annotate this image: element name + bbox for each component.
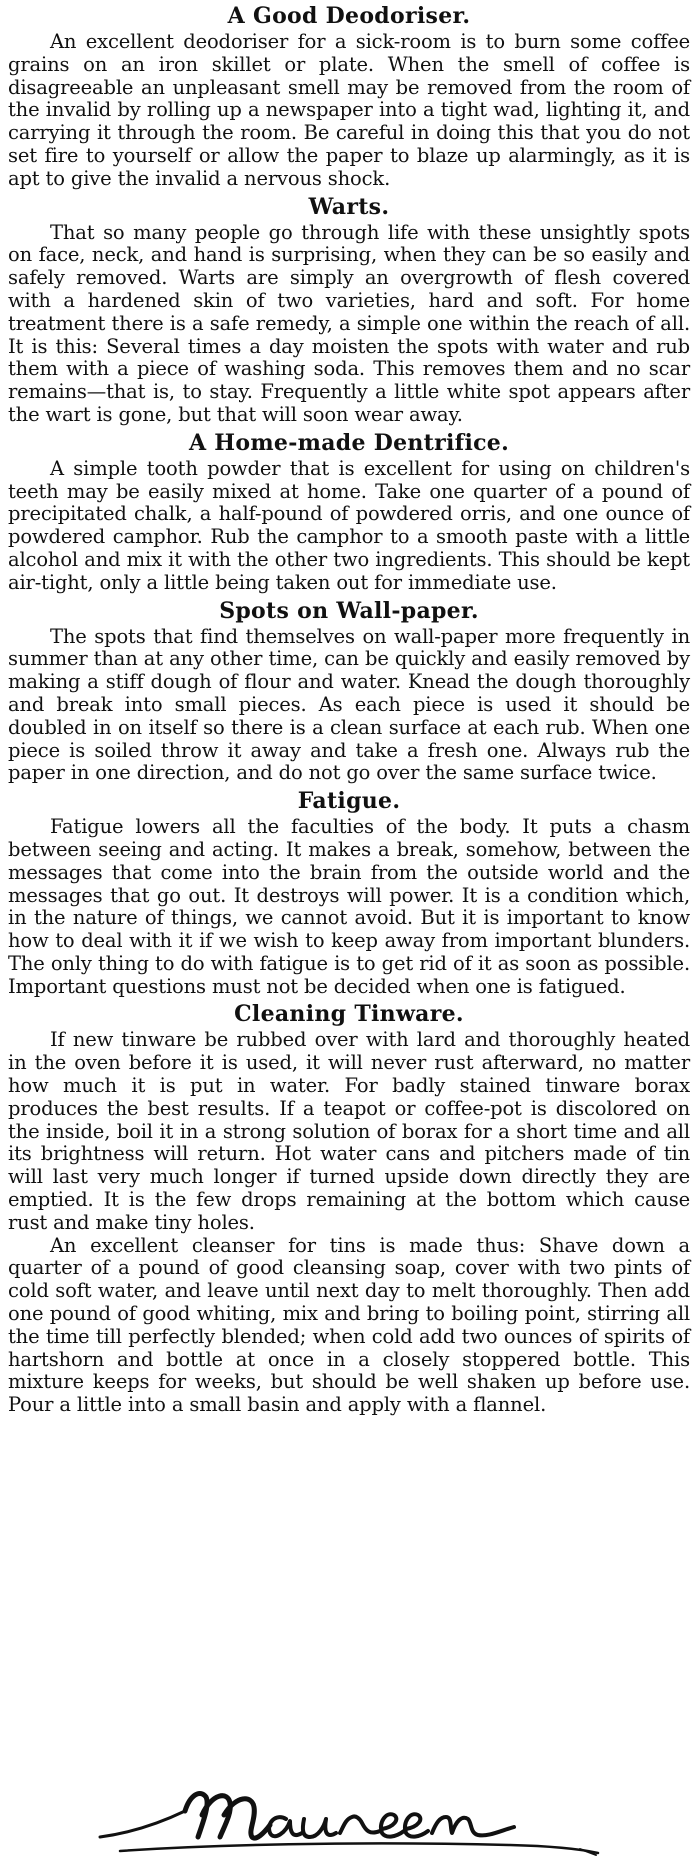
section-paragraph: An excellent deodoriser for a sick-room is to burn some coffee grains on an iron skillet or plate. When the smell of coffee is disagreeable an unpleasant smell may be removed from the room of the invalid by rolling up a newspaper into a tight wad, lighting it, and carrying it through the room. Be careful in doing this that you do not set fire to yourself or allow the paper to blaze up alarmingly, as it is apt to give the invalid a nervous shock. bbox=[8, 30, 690, 190]
section-heading-dentrifice: A Home-made Dentrifice. bbox=[188, 429, 510, 456]
section-heading-deodoriser: A Good Deodoriser. bbox=[227, 3, 471, 29]
article-column bbox=[8, 4, 690, 1417]
section-paragraph: An excellent cleanser for tins is made thus: Shave down a quarter of a pound of good cleansing soap, cover with two pints of cold soft water, and leave until next day to melt thoroughly. Then add one pound of good whiting, mix and bring to boiling point, stirring all the time till perfectly blended; when cold add two ounces of spirits of hartshorn and bottle at once in a closely stoppered bottle. This mixture keeps for weeks, but should be well shaken up before use. Pour a little into a small basin and apply with a flannel. bbox=[8, 1233, 690, 1417]
signature-drawing bbox=[90, 1775, 610, 1860]
handwritten-signature bbox=[90, 1775, 610, 1860]
section-paragraph: The spots that find themselves on wall-paper more frequently in summer than at any other time, can be quickly and easily removed by making a stiff dough of flour and water. Knead the dough thoroughly and break into small pieces. As each piece is used it should be doubled in on itself so there is a clean surface at each rub. When one piece is soiled throw it away and take a fresh one. Always rub the paper in one direction, and do not go over the same surface twice. bbox=[8, 624, 690, 785]
section-paragraph: Fatigue lowers all the faculties of the body. It puts a chasm between seeing and acting. It makes a break, somehow, between the messages that come into the brain from the outside world and the messages that go out. It destroys will power. It is a condition which, in the nature of things, we cannot avoid. But it is important to know how to deal with it if we wish to keep away from important blunders. The only thing to do with fatigue is to get rid of it as soon as possible. Important questions must not be decided when one is fatigued. bbox=[8, 815, 690, 998]
section-heading-fatigue: Fatigue. bbox=[297, 788, 401, 815]
section-paragraph: If new tinware be rubbed over with lard and thoroughly heated in the oven before it is used, it will never rust afterward, no matter how much it is put in water. For badly stained tinware borax produces the best results. If a teapot or coffee-pot is discolored on the inside, boil it in a strong solution of borax for a short time and all its brightness will return. Hot water cans and pitchers made of tin will last very much longer if turned upside down directly they are emptied. It is the few drops remaining at the bottom which cause rust and make tiny holes. bbox=[8, 1028, 690, 1234]
section-heading-wall-paper: Spots on Wall-paper. bbox=[219, 597, 479, 624]
section-heading-warts: Warts. bbox=[308, 193, 390, 220]
section-heading-tinware: Cleaning Tinware. bbox=[234, 1001, 464, 1028]
section-paragraph: That so many people go through life with these unsightly spots on face, neck, and hand is surprising, when they can be so easily and safely removed. Warts are simply an overgrowth of flesh covered with a hardened skin of two varieties, hard and soft. For home treatment there is a safe remedy, a simple one within the reach of all. It is this: Several times a day moisten the spots with water and rub them with a piece of washing soda. This removes them and no scar remains—that is, to stay. Frequently a little white spot appears after the wart is gone, but that will soon wear away. bbox=[8, 220, 690, 426]
section-paragraph: A simple tooth powder that is excellent for using on children's teeth may be easily mixed at home. Take one quarter of a pound of precipitated chalk, a half-pound of powdered orris, and one ounce of powdered camphor. Rub the camphor to a smooth paste with a little alcohol and mix it with the other two ingredients. This should be kept air-tight, only a little being taken out for immediate use. bbox=[8, 456, 690, 594]
